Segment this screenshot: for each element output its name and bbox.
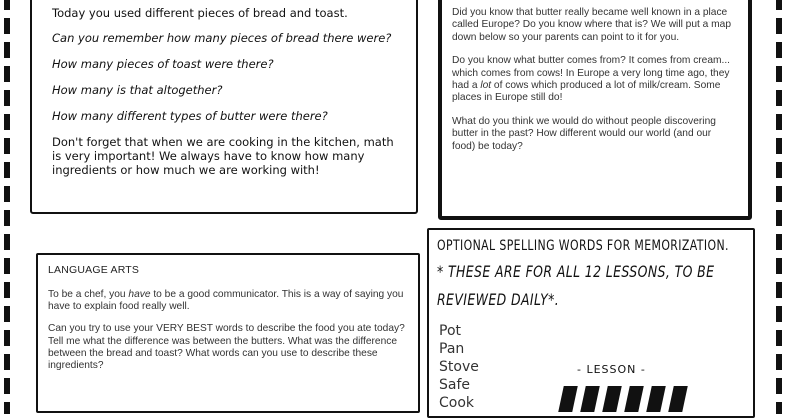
math-intro: Today you used different pieces of bread and toast. <box>52 6 348 20</box>
dashed-border-left <box>4 0 10 414</box>
history-cows-emphasis: lot <box>480 80 492 92</box>
language-arts-chef-text-a: To be a chef, you <box>48 289 129 300</box>
math-question-butter: How many different types of butter were there? <box>52 109 328 123</box>
language-arts-paragraph-chef <box>48 289 408 313</box>
math-question-bread: Can you remember how many pieces of bread there were? <box>52 31 392 45</box>
spelling-word: Stove <box>439 359 479 375</box>
math-note: Don't forget that when we are cooking in the kitchen, math is very important! We always have to know how many ingredients or how much we are working with! <box>52 135 394 177</box>
spelling-subtitle: * THESE ARE FOR ALL 12 LESSONS, TO BE REVIEWED DAILY*. <box>437 262 715 309</box>
spelling-word: Safe <box>439 377 471 393</box>
history-cows-text-a: Do you know what butter comes from? It comes from cream... which comes from cows! In Europe a very long time ago, they had a <box>452 55 730 92</box>
spelling-section <box>427 228 755 418</box>
spelling-title: OPTIONAL SPELLING WORDS FOR MEMORIZATION. <box>437 238 729 254</box>
language-arts-chef-text-b: to be a good communicator. This is a way of saying you have to explain food really well. <box>48 289 404 313</box>
language-arts-chef-emphasis: have <box>128 289 151 300</box>
spelling-word: Cook <box>439 395 475 411</box>
math-section <box>30 0 418 214</box>
language-arts-section <box>36 253 420 413</box>
dashed-border-right <box>776 0 782 414</box>
math-question-toast: How many pieces of toast were there? <box>52 57 274 71</box>
lesson-label: - LESSON - <box>577 363 646 376</box>
spelling-word: Pot <box>439 323 461 339</box>
lesson-stamp-graphic <box>561 386 711 408</box>
language-arts-paragraph-describe: Can you try to use your VERY BEST words to describe the food you ate today? Tell me what the difference was between the butters. What was the difference between the bread and toast? What words can you use to describe these ingredients? <box>48 323 405 372</box>
spelling-word: Pan <box>439 341 465 357</box>
math-question-total: How many is that altogether? <box>52 83 223 97</box>
history-cows-text-b: of cows which produced a lot of milk/cream. Some places in Europe still do! <box>452 80 721 104</box>
history-paragraph-europe: Did you know that butter really became well known in a place called Europe? Do you know where that is? We will put a map down below so your parents can point to it for you. <box>452 7 731 43</box>
spelling-word-list <box>439 322 479 412</box>
language-arts-heading: LANGUAGE ARTS <box>48 264 140 276</box>
history-paragraph-question: What do you think we would do without people discovering butter in the past? How different would our world (and our food) be today? <box>452 115 716 152</box>
history-section <box>438 0 752 220</box>
history-paragraph-cows <box>452 55 736 105</box>
